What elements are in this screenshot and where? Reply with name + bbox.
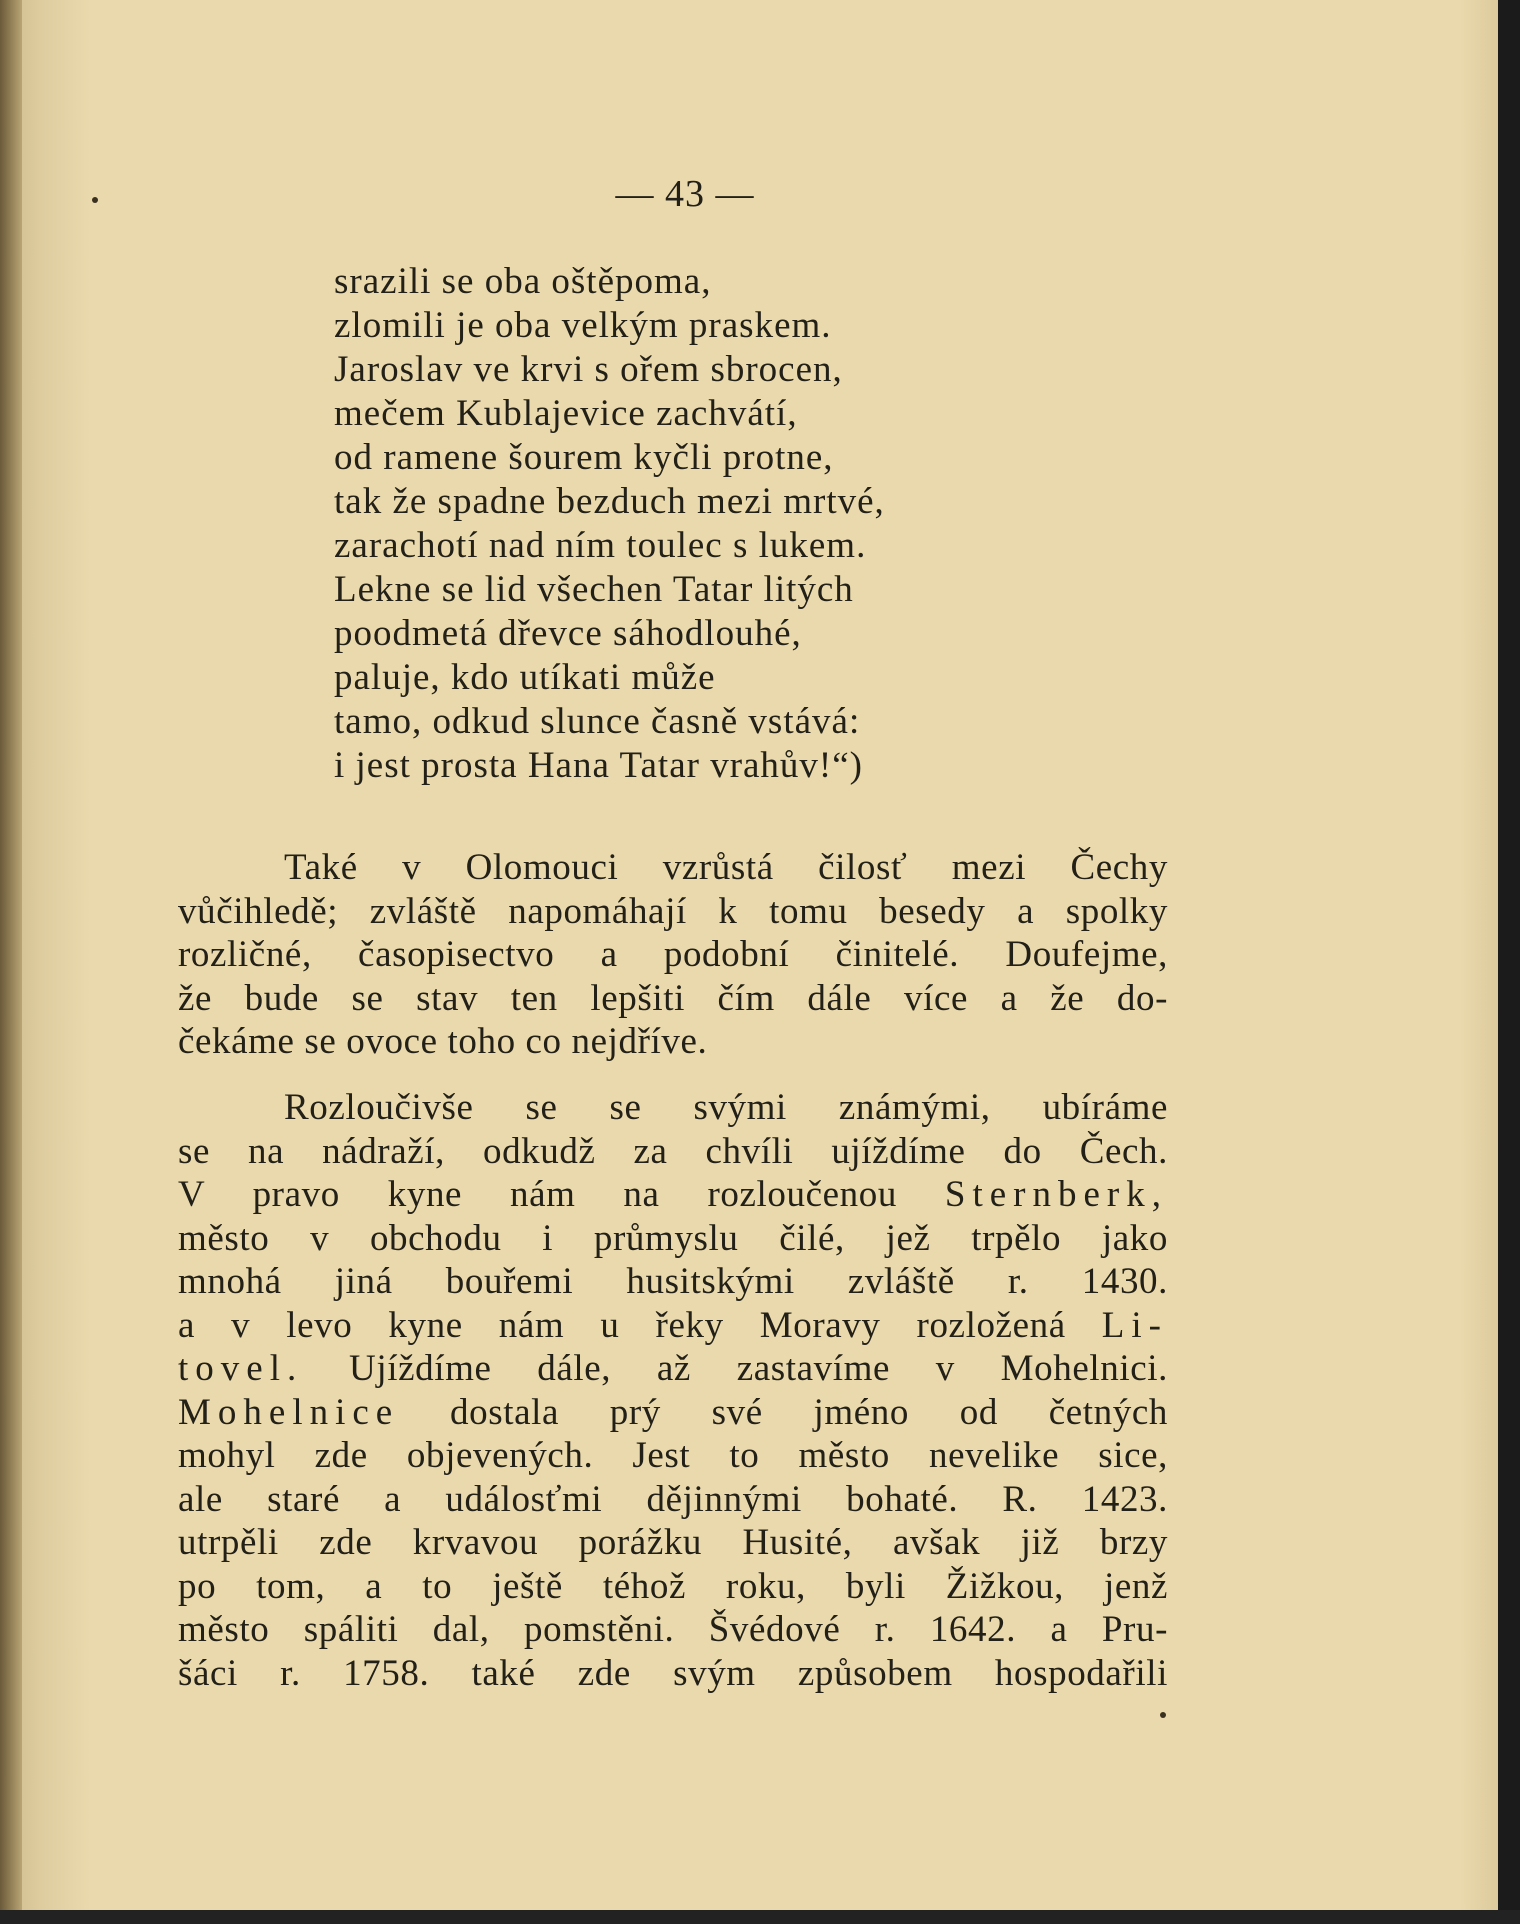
spaced-place-name: Sternberk, xyxy=(944,1174,1168,1215)
spaced-place-name: tovel. xyxy=(178,1348,304,1389)
paragraph-line: Rozloučivše se se svými známými, ubíráme xyxy=(284,1087,1168,1128)
poem-line: Jaroslav ve krvi s ořem sbrocen, xyxy=(334,349,843,390)
poem-line: srazili se oba oštěpoma, xyxy=(334,261,712,302)
poem-line: paluje, kdo utíkati může xyxy=(334,657,716,698)
poem-line: tak že spadne bezduch mezi mrtvé, xyxy=(334,481,885,522)
poem-line: Lekne se lid všechen Tatar litých xyxy=(334,569,854,610)
paragraph-line: rozličné, časopisectvo a podobní činitelé. Doufejme, xyxy=(178,934,1168,975)
paragraph-line: mohyl zde objevených. Jest to město nevelike sice, xyxy=(178,1435,1168,1476)
poem-block xyxy=(334,260,1094,788)
paragraph-line: utrpěli zde krvavou porážku Husité, avšak již brzy xyxy=(178,1522,1168,1563)
line-text: dostala prý své jméno od četných xyxy=(450,1391,1168,1433)
poem-line: mečem Kublajevice zachvátí, xyxy=(334,393,798,434)
poem-line: tamo, odkud slunce časně vstává: xyxy=(334,701,861,742)
paragraph-line xyxy=(178,1173,1168,1217)
paragraph-line: Také v Olomouci vzrůstá čilosť mezi Čechy xyxy=(284,847,1168,888)
page-left-shadow xyxy=(0,0,22,1924)
paragraph-line: vůčihledě; zvláště napomáhají k tomu besedy a spolky xyxy=(178,890,1168,932)
poem-line: i jest prosta Hana Tatar vrahův!“) xyxy=(334,745,864,786)
paragraph-line: že bude se stav ten lepšiti čím dále více a že do- xyxy=(178,977,1168,1019)
paragraph-line: čekáme se ovoce toho co nejdříve. xyxy=(178,1021,708,1062)
paragraph-line: po tom, a to ještě téhož roku, byli Žižkou, jenž xyxy=(178,1565,1168,1607)
paragraph-line: se na nádraží, odkudž za chvíli ujíždíme do Čech. xyxy=(178,1130,1168,1172)
line-text: a v levo kyne nám u řeky Moravy rozložená xyxy=(178,1304,1066,1346)
paragraph-line: město v obchodu i průmyslu čilé, jež trpělo jako xyxy=(178,1217,1168,1259)
paragraph-departure xyxy=(178,1086,1168,1695)
paragraph-line xyxy=(178,1347,1168,1391)
spaced-place-name: Mohelnice xyxy=(178,1391,400,1433)
poem-line: zarachotí nad ním toulec s lukem. xyxy=(334,525,867,566)
page-right-border xyxy=(1498,0,1520,1924)
line-text: V pravo kyne nám na rozloučenou xyxy=(178,1174,897,1215)
ink-speck xyxy=(1160,1712,1166,1718)
paragraph-line: město spáliti dal, pomstěni. Švédové r. 1642. a Pru- xyxy=(178,1609,1168,1650)
page-bottom-border xyxy=(0,1910,1520,1924)
paragraph-olomouc xyxy=(178,846,1168,1064)
line-text: Ujíždíme dále, až zastavíme v Mohelnici. xyxy=(349,1348,1168,1389)
spaced-place-name: Li- xyxy=(1101,1304,1168,1346)
paragraph-line: mnohá jiná bouřemi husitskými zvláště r. 1430. xyxy=(178,1261,1168,1302)
page-number: — 43 — xyxy=(615,173,755,215)
poem-line: od ramene šourem kyčli protne, xyxy=(334,437,834,478)
paragraph-line xyxy=(178,1304,1168,1348)
paragraph-line: ale staré a událosťmi dějinnými bohaté. R. 1423. xyxy=(178,1478,1168,1520)
poem-line: zlomili je oba velkým praskem. xyxy=(334,305,832,346)
paragraph-line xyxy=(178,1391,1168,1435)
paragraph-line: šáci r. 1758. také zde svým způsobem hospodařili xyxy=(178,1652,1168,1694)
poem-line: poodmetá dřevce sáhodlouhé, xyxy=(334,613,802,654)
